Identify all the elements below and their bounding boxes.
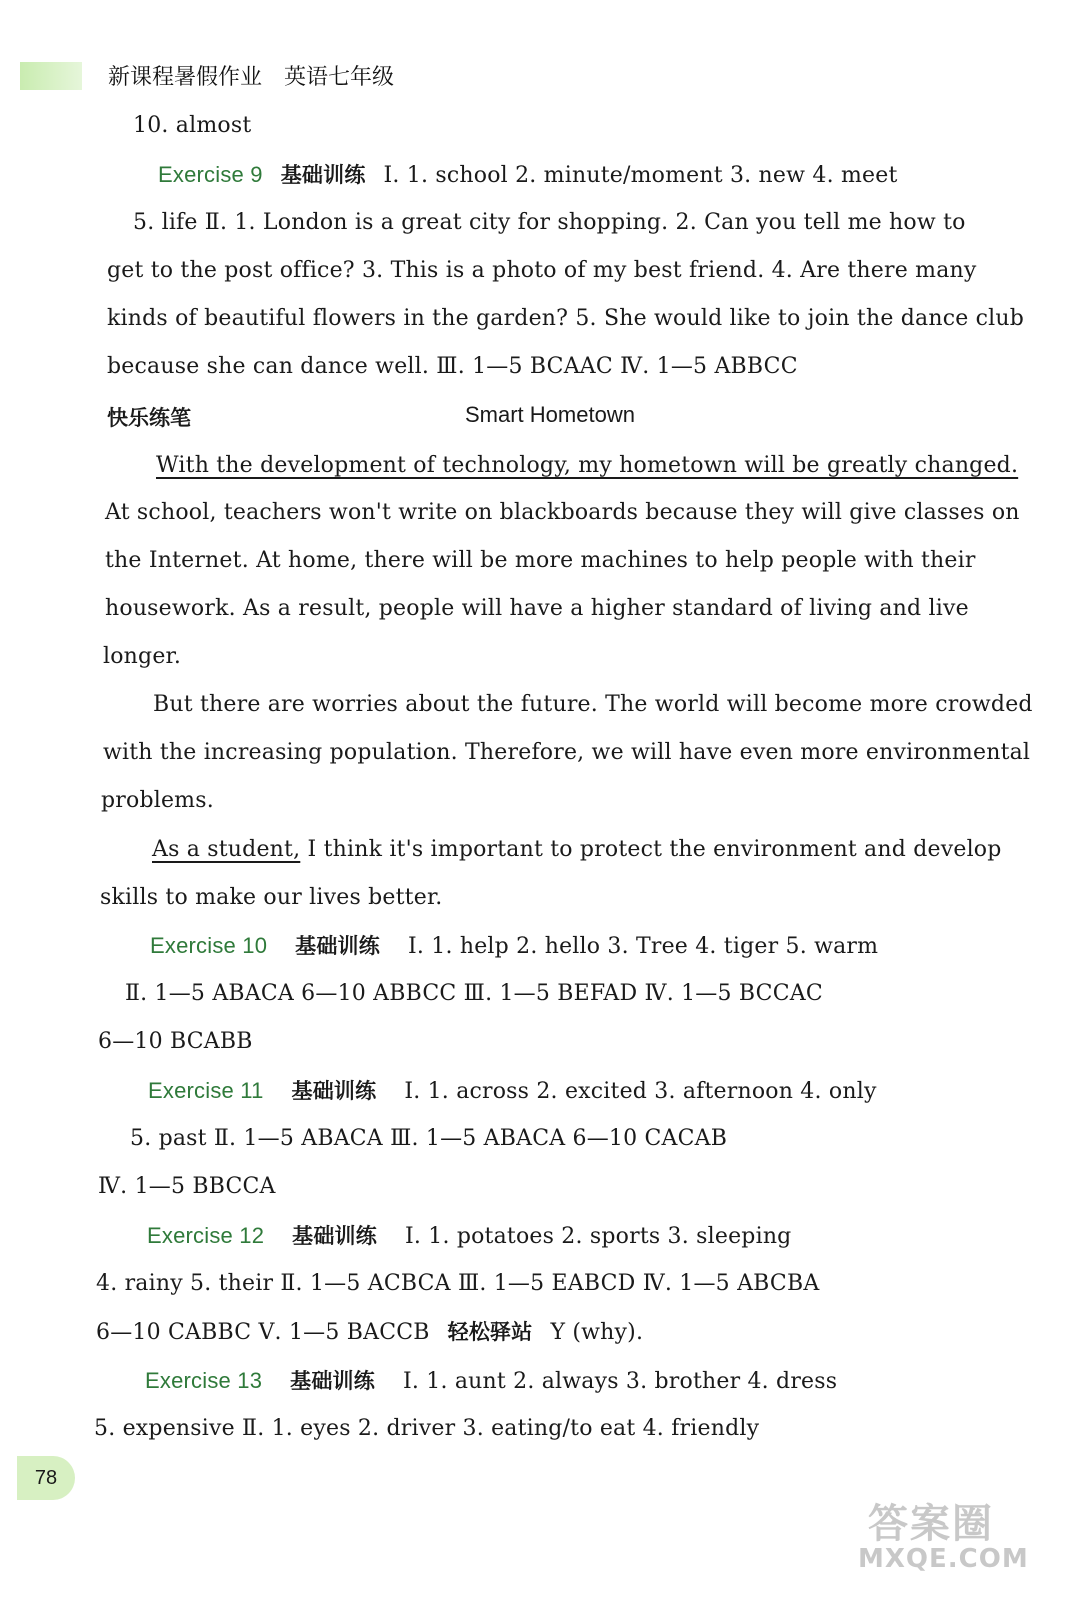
text-line: Ⅱ. 1—5 ABACA 6—10 ABBCC Ⅲ. 1—5 BEFAD Ⅳ. 1—5 BCCAC — [125, 981, 823, 1006]
exercise-label: Exercise 12 — [147, 1223, 265, 1248]
underlined-phrase: As a student, — [152, 837, 301, 862]
essay-title: Smart Hometown — [465, 402, 635, 427]
book-title: 新课程暑假作业 — [108, 65, 263, 90]
section-label: 基础训练 — [290, 1369, 375, 1393]
exercise-label: Exercise 10 — [150, 933, 268, 958]
essay-line: longer. — [103, 644, 182, 669]
answers: Ⅰ. 1. aunt 2. always 3. brother 4. dress — [402, 1369, 838, 1394]
exercise-12-line — [147, 1220, 791, 1253]
exercise-label: Exercise 9 — [158, 162, 263, 187]
essay-title-line — [107, 402, 667, 434]
essay-line: At school, teachers won't write on blackboards because they will give classes on — [105, 500, 1020, 525]
essay-text: I think it's important to protect the environment and develop — [300, 837, 1002, 862]
text-line: 5. past Ⅱ. 1—5 ABACA Ⅲ. 1—5 ABACA 6—10 CACAB — [130, 1126, 728, 1151]
section-label: 基础训练 — [291, 1079, 377, 1103]
text-line: Ⅳ. 1—5 BBCCA — [98, 1174, 276, 1199]
text-line: 6—10 BCABB — [98, 1029, 253, 1054]
subject-label: 英语七年级 — [284, 65, 395, 90]
text-line: kinds of beautiful flowers in the garden? 5. She would like to join the dance club — [107, 306, 1025, 331]
section-label: 基础训练 — [295, 934, 380, 958]
answers: Ⅰ. 1. school 2. minute/moment 3. new 4. meet — [383, 163, 898, 188]
page-number: 78 — [17, 1456, 75, 1500]
exercise-13-line — [145, 1365, 837, 1398]
text-line: 5. expensive Ⅱ. 1. eyes 2. driver 3. eating/to eat 4. friendly — [94, 1416, 760, 1441]
watermark-top: 答案圈 — [868, 1501, 994, 1547]
essay-line: housework. As a result, people will have a higher standard of living and live — [105, 596, 969, 621]
header-text — [108, 60, 394, 91]
exercise-10-line — [150, 930, 878, 963]
text-line: because she can dance well. Ⅲ. 1—5 BCAAC Ⅳ. 1—5 ABBCC — [107, 354, 798, 379]
watermark — [858, 1492, 1048, 1592]
exercise-label: Exercise 13 — [145, 1368, 263, 1393]
answers: Ⅰ. 1. help 2. hello 3. Tree 4. tiger 5. warm — [407, 934, 879, 959]
section-label: 基础训练 — [292, 1224, 377, 1248]
answers: Ⅰ. 1. across 2. excited 3. afternoon 4. only — [404, 1079, 877, 1104]
text-line: 5. life Ⅱ. 1. London is a great city for shopping. 2. Can you tell me how to — [133, 210, 966, 235]
essay-line: problems. — [101, 788, 214, 813]
answers: Y (why). — [550, 1320, 644, 1345]
text-line: 10. almost — [133, 113, 252, 138]
exercise-label: Exercise 11 — [148, 1078, 264, 1103]
essay-line: But there are worries about the future. The world will become more crowded — [153, 692, 1033, 717]
essay-line: the Internet. At home, there will be more machines to help people with their — [105, 548, 976, 573]
essay-line: skills to make our lives better. — [100, 885, 443, 910]
header-color-bar — [20, 62, 82, 90]
answers: Ⅰ. 1. potatoes 2. sports 3. sleeping — [404, 1224, 792, 1249]
exercise-12-line-3 — [96, 1316, 643, 1349]
section-label: 快乐练笔 — [107, 406, 191, 430]
watermark-bottom: MXQE.COM — [858, 1544, 1029, 1574]
essay-line-underlined: With the development of technology, my hometown will be greatly changed. — [156, 453, 1019, 478]
text-line: 4. rainy 5. their Ⅱ. 1—5 ACBCA Ⅲ. 1—5 EABCD Ⅳ. 1—5 ABCBA — [96, 1271, 820, 1296]
essay-line: with the increasing population. Therefore, we will have even more environmental — [103, 740, 1031, 765]
section-label: 基础训练 — [280, 163, 366, 187]
exercise-9-line — [158, 159, 898, 192]
answers: 6—10 CABBC Ⅴ. 1—5 BACCB — [96, 1320, 430, 1345]
essay-line — [152, 834, 1002, 866]
page-header — [20, 58, 620, 94]
text-line: get to the post office? 3. This is a photo of my best friend. 4. Are there many — [107, 258, 977, 283]
exercise-11-line — [148, 1075, 877, 1108]
section-label: 轻松驿站 — [447, 1320, 533, 1344]
